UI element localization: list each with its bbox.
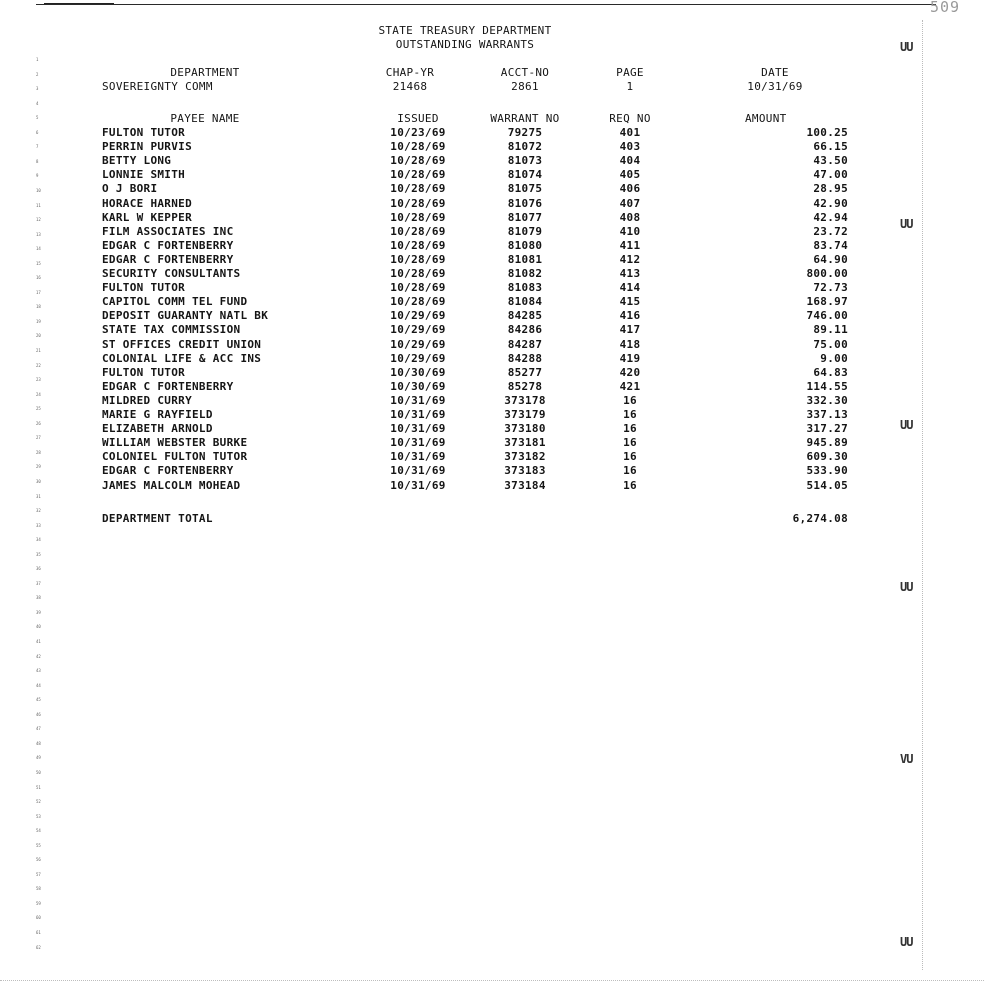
amount-value: 28.95 — [813, 182, 848, 196]
req-number: 403 — [619, 140, 641, 154]
margin-line-number: 4 — [36, 100, 39, 106]
amount-value: 168.97 — [806, 295, 848, 309]
margin-line-number: 59 — [36, 900, 41, 906]
margin-line-number: 12 — [36, 217, 41, 223]
req-number: 410 — [619, 224, 641, 238]
issued-date: 10/31/69 — [390, 478, 446, 492]
page-label: PAGE — [616, 66, 644, 79]
warrant-number: 84286 — [507, 323, 543, 337]
margin-line-number: 16 — [36, 275, 41, 281]
payee-name: DEPOSIT GUARANTY NATL BK — [102, 309, 269, 323]
req-number: 406 — [619, 182, 641, 196]
corner-stamp: 509 — [930, 0, 961, 16]
margin-line-number: 18 — [36, 304, 41, 310]
payee-name: HORACE HARNED — [102, 196, 192, 210]
margin-line-number: 52 — [36, 799, 41, 805]
amount-value: 533.90 — [806, 464, 848, 478]
req-column-header: REQ NO — [609, 112, 651, 125]
margin-line-number: 60 — [36, 915, 41, 921]
date-label: DATE — [761, 66, 789, 79]
margin-line-number: 5 — [36, 115, 39, 121]
payee-name: EDGAR C FORTENBERRY — [102, 238, 234, 252]
req-number: 415 — [619, 295, 641, 309]
issued-date: 10/29/69 — [390, 337, 446, 351]
amount-value: 514.05 — [806, 478, 848, 492]
amount-value: 83.74 — [813, 238, 848, 252]
payee-name: EDGAR C FORTENBERRY — [102, 464, 234, 478]
req-number: 419 — [619, 351, 641, 365]
issued-date: 10/31/69 — [390, 436, 446, 450]
payee-name: CAPITOL COMM TEL FUND — [102, 295, 248, 309]
payee-name: SECURITY CONSULTANTS — [102, 267, 241, 280]
req-number: 417 — [619, 323, 641, 337]
margin-line-number: 49 — [36, 755, 41, 761]
amount-value: 66.15 — [813, 140, 848, 154]
warrant-number: 84285 — [507, 309, 543, 323]
margin-line-number: 7 — [36, 144, 39, 150]
margin-line-number: 41 — [36, 639, 41, 644]
payee-name: FULTON TUTOR — [102, 126, 186, 139]
req-number: 16 — [623, 450, 637, 464]
acct-no-value: 2861 — [511, 80, 539, 93]
amount-value: 64.90 — [813, 252, 848, 266]
issued-date: 10/28/69 — [390, 154, 446, 168]
margin-line-number: 34 — [36, 537, 41, 543]
margin-line-number: 9 — [36, 173, 39, 179]
margin-line-number: 30 — [36, 478, 41, 484]
amount-value: 609.30 — [806, 450, 848, 464]
margin-line-number: 61 — [36, 930, 41, 935]
issued-date: 10/29/69 — [390, 351, 446, 365]
warrant-number: 81082 — [507, 267, 543, 280]
margin-line-number: 31 — [36, 493, 41, 499]
margin-line-number: 32 — [36, 508, 41, 514]
issued-date: 10/23/69 — [390, 126, 446, 139]
margin-line-number: 24 — [36, 391, 41, 397]
margin-line-number: 20 — [36, 333, 41, 339]
margin-line-number: 3 — [36, 86, 39, 92]
margin-line-number: 35 — [36, 551, 41, 557]
margin-line-number: 38 — [36, 595, 41, 601]
margin-line-number: 58 — [36, 886, 41, 892]
amount-value: 23.72 — [813, 224, 848, 238]
margin-line-number: 25 — [36, 406, 41, 412]
payee-name: STATE TAX COMMISSION — [102, 323, 241, 337]
req-number: 411 — [619, 238, 641, 252]
margin-line-number: 26 — [36, 420, 41, 426]
amount-value: 42.94 — [813, 210, 848, 224]
margin-line-number: 22 — [36, 362, 41, 368]
margin-line-number: 10 — [36, 187, 41, 193]
margin-line-number: 37 — [36, 580, 41, 586]
margin-line-number: 13 — [36, 231, 41, 237]
margin-line-number: 40 — [36, 624, 41, 630]
margin-line-number: 36 — [36, 566, 41, 572]
report-subtitle: OUTSTANDING WARRANTS — [395, 38, 535, 51]
margin-line-number: 39 — [36, 609, 41, 615]
amount-column-header: AMOUNT — [745, 112, 787, 125]
req-number: 421 — [619, 379, 641, 393]
margin-line-number: 29 — [36, 464, 41, 470]
req-number: 16 — [623, 436, 637, 450]
issued-date: 10/30/69 — [390, 365, 446, 379]
payee-name: KARL W KEPPER — [102, 210, 192, 224]
payee-name: FILM ASSOCIATES INC — [102, 224, 234, 238]
warrant-number: 373181 — [504, 436, 546, 450]
payee-name: EDGAR C FORTENBERRY — [102, 252, 234, 266]
warrant-number: 85278 — [507, 379, 543, 393]
margin-tick-mark: VU — [900, 752, 913, 766]
issued-date: 10/28/69 — [390, 281, 446, 295]
margin-line-number: 15 — [36, 260, 41, 266]
issued-date: 10/28/69 — [390, 210, 446, 224]
warrant-number: 373178 — [504, 393, 546, 407]
req-number: 16 — [623, 408, 637, 421]
top-edge-line — [36, 4, 936, 5]
margin-line-number: 48 — [36, 740, 41, 746]
margin-line-number: 33 — [36, 522, 41, 528]
margin-tick-mark: UU — [900, 217, 913, 231]
issued-date: 10/31/69 — [390, 422, 446, 436]
payee-name: ST OFFICES CREDIT UNION — [102, 337, 262, 351]
req-number: 416 — [619, 309, 641, 323]
payee-name: EDGAR C FORTENBERRY — [102, 379, 234, 393]
payee-name: MARIE G RAYFIELD — [102, 408, 213, 421]
margin-line-number: 56 — [36, 857, 41, 863]
payee-name: BETTY LONG — [102, 154, 172, 168]
margin-tick-mark: UU — [900, 418, 913, 432]
req-number: 414 — [619, 281, 641, 295]
bottom-edge-line — [0, 980, 984, 981]
report-title: STATE TREASURY DEPARTMENT — [378, 24, 552, 37]
req-number: 16 — [623, 478, 637, 492]
warrant-number: 81073 — [507, 154, 543, 168]
warrant-number: 373184 — [504, 478, 546, 492]
amount-value: 42.90 — [813, 196, 848, 210]
page-value: 1 — [626, 80, 634, 93]
req-number: 16 — [623, 464, 637, 478]
issued-date: 10/31/69 — [390, 464, 446, 478]
issued-date: 10/28/69 — [390, 252, 446, 266]
margin-tick-mark: UU — [900, 580, 913, 594]
margin-line-number: 42 — [36, 653, 41, 659]
chap-yr-label: CHAP-YR — [385, 66, 435, 79]
amount-value: 75.00 — [813, 337, 848, 351]
payee-name: ELIZABETH ARNOLD — [102, 422, 213, 436]
req-number: 16 — [623, 422, 637, 436]
payee-name: PERRIN PURVIS — [102, 140, 192, 154]
amount-value: 100.25 — [806, 126, 848, 139]
payee-name: O J BORI — [102, 182, 158, 196]
warrant-number: 79275 — [507, 126, 543, 139]
warrant-number: 84287 — [507, 337, 543, 351]
payee-name: LONNIE SMITH — [102, 168, 186, 182]
warrant-number: 81074 — [507, 168, 543, 182]
req-number: 407 — [619, 196, 641, 210]
issued-date: 10/31/69 — [390, 450, 446, 464]
issued-date: 10/28/69 — [390, 182, 446, 196]
issued-date: 10/28/69 — [390, 224, 446, 238]
amount-value: 332.30 — [806, 393, 848, 407]
margin-line-number: 11 — [36, 202, 41, 208]
amount-value: 89.11 — [813, 323, 848, 337]
issued-date: 10/29/69 — [390, 323, 446, 337]
amount-value: 64.83 — [813, 365, 848, 379]
warrant-number: 81083 — [507, 281, 543, 295]
issued-date: 10/29/69 — [390, 309, 446, 323]
warrant-number: 81077 — [507, 210, 543, 224]
amount-value: 800.00 — [806, 267, 848, 280]
margin-line-number: 44 — [36, 682, 41, 688]
amount-value: 746.00 — [806, 309, 848, 323]
payee-column-header: PAYEE NAME — [170, 112, 240, 125]
margin-line-number: 1 — [36, 57, 39, 62]
margin-line-number: 47 — [36, 726, 41, 732]
req-number: 408 — [619, 210, 641, 224]
warrant-number: 85277 — [507, 365, 543, 379]
issued-date: 10/28/69 — [390, 140, 446, 154]
payee-name: COLONIAL LIFE & ACC INS — [102, 351, 262, 365]
req-number: 401 — [619, 126, 641, 139]
issued-date: 10/31/69 — [390, 408, 446, 421]
department-label: DEPARTMENT — [170, 66, 240, 79]
warrant-number: 81080 — [507, 238, 543, 252]
warrant-number: 84288 — [507, 351, 543, 365]
margin-line-number: 46 — [36, 711, 41, 717]
margin-tick-mark: UU — [900, 935, 913, 949]
issued-date: 10/31/69 — [390, 393, 446, 407]
right-perforation-line — [922, 20, 923, 970]
margin-line-number: 62 — [36, 944, 41, 950]
payee-name: WILLIAM WEBSTER BURKE — [102, 436, 248, 450]
margin-line-number: 27 — [36, 435, 41, 441]
department-total-label: DEPARTMENT TOTAL — [102, 512, 213, 525]
margin-line-number: 43 — [36, 668, 41, 674]
warrant-number: 81081 — [507, 252, 543, 266]
issued-column-header: ISSUED — [397, 112, 439, 125]
chap-yr-value: 21468 — [392, 80, 428, 93]
amount-value: 47.00 — [813, 168, 848, 182]
margin-line-number: 19 — [36, 318, 41, 324]
payee-name: COLONIEL FULTON TUTOR — [102, 450, 248, 464]
margin-line-number: 51 — [36, 784, 41, 790]
issued-date: 10/28/69 — [390, 238, 446, 252]
payee-name: FULTON TUTOR — [102, 281, 186, 295]
department-value: SOVEREIGNTY COMM — [102, 80, 213, 93]
margin-line-number: 53 — [36, 813, 41, 819]
warrant-number: 81084 — [507, 295, 543, 309]
margin-line-number: 54 — [36, 828, 41, 834]
margin-line-number: 17 — [36, 289, 41, 295]
warrant-number: 373179 — [504, 408, 546, 421]
acct-no-label: ACCT-NO — [500, 66, 550, 79]
warrant-number: 81072 — [507, 140, 543, 154]
issued-date: 10/28/69 — [390, 267, 446, 280]
payee-name: JAMES MALCOLM MOHEAD — [102, 478, 241, 492]
issued-date: 10/28/69 — [390, 168, 446, 182]
amount-value: 317.27 — [806, 422, 848, 436]
amount-value: 43.50 — [813, 154, 848, 168]
margin-tick-mark: UU — [900, 40, 913, 54]
margin-line-number: 57 — [36, 871, 41, 877]
department-total-amount: 6,274.08 — [792, 512, 848, 525]
margin-line-number: 2 — [36, 71, 39, 77]
amount-value: 337.13 — [806, 408, 848, 421]
warrant-column-header: WARRANT NO — [490, 112, 560, 125]
amount-value: 945.89 — [806, 436, 848, 450]
req-number: 405 — [619, 168, 641, 182]
warrant-number: 81079 — [507, 224, 543, 238]
amount-value: 72.73 — [813, 281, 848, 295]
payee-name: MILDRED CURRY — [102, 393, 192, 407]
warrant-number: 373183 — [504, 464, 546, 478]
warrant-number: 81075 — [507, 182, 543, 196]
margin-line-number: 45 — [36, 697, 41, 703]
margin-line-number: 6 — [36, 129, 39, 135]
req-number: 420 — [619, 365, 641, 379]
req-number: 413 — [619, 267, 641, 280]
req-number: 412 — [619, 252, 641, 266]
margin-line-number: 23 — [36, 377, 41, 383]
req-number: 404 — [619, 154, 641, 168]
margin-line-number: 14 — [36, 246, 41, 252]
margin-line-number: 55 — [36, 842, 41, 848]
req-number: 16 — [623, 393, 637, 407]
issued-date: 10/28/69 — [390, 295, 446, 309]
amount-value: 114.55 — [806, 379, 848, 393]
warrant-number: 373182 — [504, 450, 546, 464]
margin-line-number: 21 — [36, 348, 41, 353]
warrant-number: 81076 — [507, 196, 543, 210]
warrant-number: 373180 — [504, 422, 546, 436]
issued-date: 10/30/69 — [390, 379, 446, 393]
req-number: 418 — [619, 337, 641, 351]
margin-line-number: 8 — [36, 158, 39, 164]
margin-line-number: 28 — [36, 449, 41, 455]
date-value: 10/31/69 — [747, 80, 803, 93]
margin-line-number: 50 — [36, 769, 41, 775]
amount-value: 9.00 — [820, 351, 848, 365]
payee-name: FULTON TUTOR — [102, 365, 186, 379]
issued-date: 10/28/69 — [390, 196, 446, 210]
